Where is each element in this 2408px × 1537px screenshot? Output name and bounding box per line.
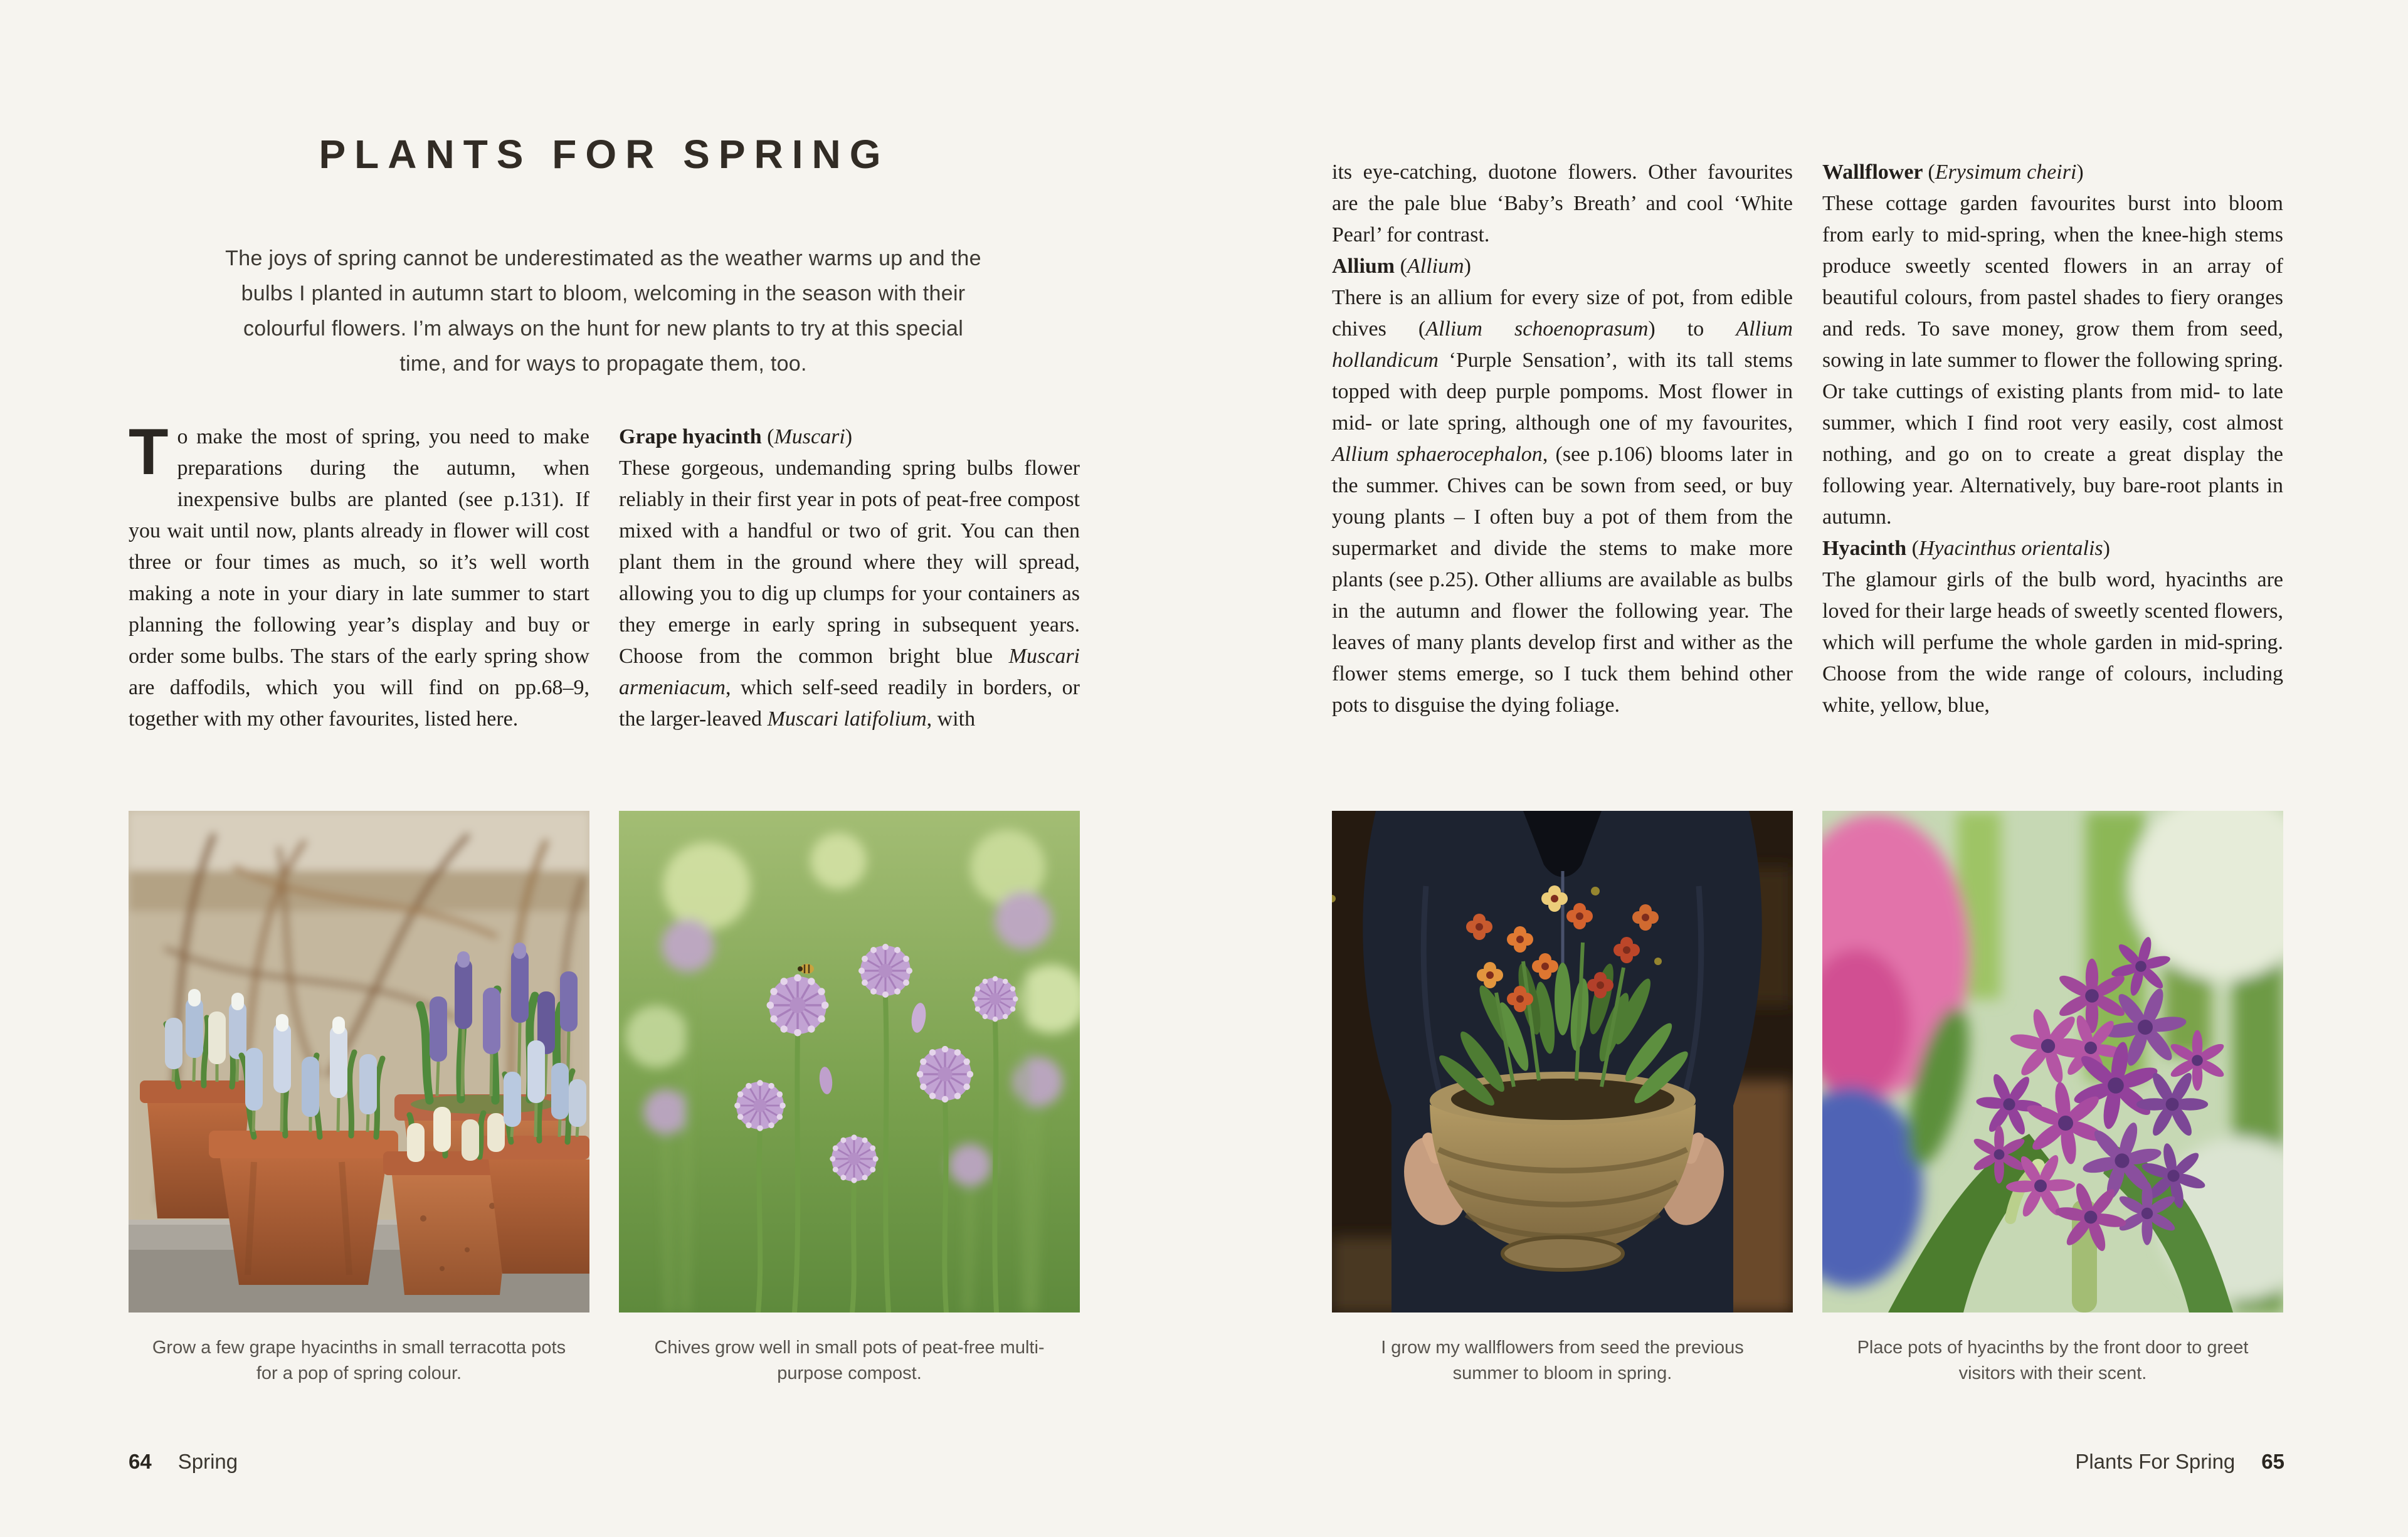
terracotta-pot-front-left: [209, 1131, 398, 1285]
body-paragraph: These gorgeous, undemanding spring bulbs flower reliably in their first year in pots of peat-free compost mixed with a handful or two of grit. You can then plant them in the ground where they will spread, allowing you to dig up clumps for your containers as they emerge in early spring in subsequent years. Choose from the common bright blue Muscari armeniacum, which self-seed readily in borders, or the larger-leaved Muscari latifolium, with: [619, 457, 1080, 731]
photo-caption: Grow a few grape hyacinths in small terracotta pots for a pop of spring colour.: [152, 1338, 566, 1383]
paragraph-text: o make the most of spring, you need to make preparations during the autumn, when inexpensive bulbs are planted (see p.131). If you wait until now, plants already in flower will cost three or four times as much, so it’s well worth making a note in your diary in late summer to start planning the following year’s display and buy or order some bulbs. The stars of the early spring show are daffodils, which you will find on pp.68–9, together with my other favourites, listed here.: [129, 425, 589, 731]
left-page-footer: [129, 1450, 238, 1474]
body-paragraph: These cottage garden favourites burst into bloom from early to mid-spring, when the knee-high stems produce sweetly scented flowers in an array of beautiful colours, from pastel shades to fiery oranges and reds. To save money, grow them from seed, sowing in late summer to flower the following spring. Or take cuttings of existing plants from mid- to late summer, which I find root very easily, cost almost nothing, and go on to create a great display the following year. Alternatively, buy bare-root plants in autumn.: [1822, 192, 2283, 529]
photo-grape-hyacinths: [129, 811, 589, 1386]
photo-hyacinths: [1822, 811, 2283, 1386]
section-heading-allium: Allium (Allium): [1332, 255, 1471, 278]
photo-caption: Chives grow well in small pots of peat-free multi-purpose compost.: [654, 1338, 1045, 1383]
intro-paragraph: The joys of spring cannot be underestimated as the weather warms up and the bulbs I planted in autumn start to bloom, welcoming in the season with their colourful flowers. I’m always on the hunt for new plants to try at this special time, and for ways to propagate them, too.: [225, 246, 981, 376]
footer-section-label: Plants For Spring: [2075, 1450, 2236, 1473]
footer-section-label: Spring: [177, 1450, 238, 1473]
chives-image: [619, 811, 1080, 1313]
right-column-2: [1822, 157, 2283, 721]
photo-chives: [619, 811, 1080, 1386]
body-paragraph: There is an allium for every size of pot, from edible chives (Allium schoenoprasum) to Allium hollandicum ‘Purple Sensation’, with its tall stems topped with deep purple pompoms. Most flower in mid- or late spring, although one of my favourites, Allium sphaerocephalon, (see p.106) blooms later in the summer. Chives can be sown from seed, or buy young plants – I often buy a pot of them from the supermarket and divide the stems to make more plants (see p.25). Other alliums are available as bulbs in the autumn and flower the following year. The leaves of many plants develop first and wither as the flower stems emerge, so I tuck them behind other pots to disguise the dying foliage.: [1332, 286, 1793, 717]
right-page-footer: [2075, 1450, 2284, 1474]
section-heading-grape-hyacinth: Grape hyacinth (Muscari): [619, 425, 853, 448]
footer-page-number: 64: [129, 1450, 152, 1473]
wallflowers-held-pot-image: [1332, 811, 1793, 1313]
body-paragraph: The glamour girls of the bulb word, hyacinths are loved for their large heads of sweetly scented flowers, which will perfume the whole garden in mid-spring. Choose from the wide range of colours, including white, yellow, blue,: [1822, 568, 2283, 717]
body-paragraph: its eye-catching, duotone flowers. Other favourites are the pale blue ‘Baby’s Breath’ and cool ‘White Pearl’ for contrast.: [1332, 161, 1793, 246]
left-column-2: [619, 421, 1080, 735]
page-title: PLANTS FOR SPRING: [319, 132, 890, 177]
photo-caption: Place pots of hyacinths by the front door to greet visitors with their scent.: [1857, 1338, 2249, 1383]
photo-caption: I grow my wallflowers from seed the previous summer to bloom in spring.: [1381, 1338, 1744, 1383]
grape-hyacinths-pots-image: [129, 811, 589, 1313]
drop-cap: T: [129, 416, 169, 489]
body-paragraph: [129, 416, 589, 735]
section-heading-wallflower: Wallflower (Erysimum cheiri): [1822, 161, 2084, 184]
left-column-1: [129, 416, 589, 735]
right-column-1: [1332, 157, 1793, 721]
hyacinth-closeup-image: [1822, 811, 2283, 1313]
footer-page-number: 65: [2261, 1450, 2284, 1473]
photo-wallflowers-pot: [1332, 811, 1793, 1386]
section-heading-hyacinth: Hyacinth (Hyacinthus orientalis): [1822, 537, 2110, 560]
